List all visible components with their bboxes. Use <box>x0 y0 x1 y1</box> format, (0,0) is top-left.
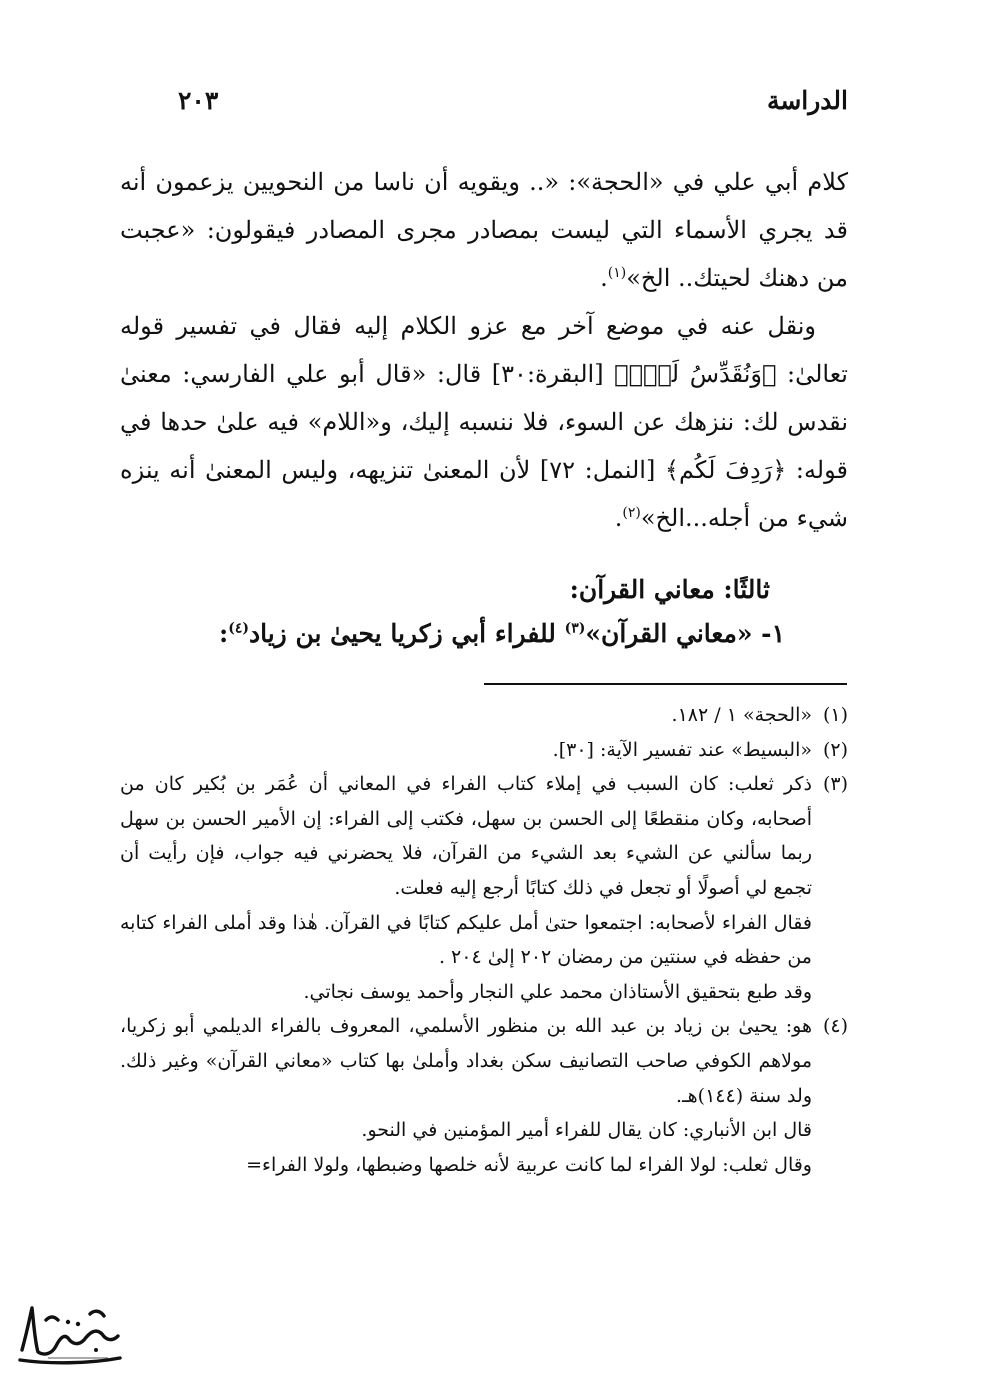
footnote-paragraph: هو: يحيىٰ بن زياد بن عبد الله بن منظور الأسلمي، المعروف بالفراء الديلمي أبو زكريا، مولاهم الكوفي صاحب التصانيف سكن بغداد وأملىٰ بها كتاب «معاني القرآن» وغير ذلك. ولد سنة (١٤٤)هـ. <box>120 1015 812 1107</box>
paragraph-1-text: كلام أبي علي في «الحجة»: «.. ويقويه أن ناسا من النحويين يزعمون أنه قد يجري الأسماء التي ليست بمصادر مجرى المصادر فيقولون: «عجبت من دهنك لحيتك.. الخ» <box>120 168 848 292</box>
page-number: ٢٠٣ <box>178 86 219 115</box>
footnote-number: (٤) <box>822 1015 848 1038</box>
footnote-paragraph: وقال ثعلب: لولا الفراء لما كانت عربية لأنه خلصها وضبطها، ولولا الفراء= <box>246 1153 812 1176</box>
footnote-2 <box>120 733 848 768</box>
section-heading: ثالثًا: معاني القرآن: <box>569 575 770 604</box>
footnote-text <box>120 1009 812 1182</box>
footnote-paragraph: «الحجة» ١ / ١٨٢. <box>671 704 812 726</box>
sub-heading-part3: : <box>218 619 229 648</box>
footnote-4 <box>120 1009 848 1182</box>
calligraphy-logo-icon <box>8 1298 128 1368</box>
sub-heading-part1: ١- «معاني القرآن» <box>585 619 785 648</box>
footnote-paragraph: «البسيط» عند تفسير الآية: [٣٠]. <box>552 738 812 761</box>
paragraph-2 <box>120 302 848 542</box>
paragraph-2-end: . <box>614 504 623 532</box>
sub-heading-part2: للفراء أبي زكريا يحيىٰ بن زياد <box>248 619 565 648</box>
paragraph-2-text: ونقل عنه في موضع آخر مع عزو الكلام إليه فقال في تفسير قوله تعالىٰ: ﴿وَنُقَدِّسُ لَكَۖ﴾ [البقرة:٣٠] قال: «قال أبو علي الفارسي: معنىٰ نقدس لك: ننزهك عن السوء، فلا ننسبه إليك، و«اللام» فيه علىٰ حدها في قوله: ﴿رَدِفَ لَكُم﴾ [النمل: ٧٢] لأن المعنىٰ تنزيهه، وليس المعنىٰ أنه ينزه شيء من أجله...الخ» <box>120 312 848 532</box>
body-text <box>120 158 848 542</box>
paragraph-1 <box>120 158 848 302</box>
footnotes <box>120 698 848 1182</box>
paragraph-1-end: . <box>600 264 608 292</box>
page-header <box>120 86 848 126</box>
footnote-paragraph: قال ابن الأنباري: كان يقال للفراء أمير المؤمنين في النحو. <box>361 1119 812 1142</box>
footnote-number: (٢) <box>822 738 848 761</box>
footnote-text <box>120 733 812 768</box>
footnote-paragraph: وقد طبع بتحقيق الأستاذان محمد علي النجار وأحمد يوسف نجاتي. <box>303 980 812 1003</box>
footnote-text <box>120 698 812 733</box>
footnote-number: (٣) <box>822 773 848 796</box>
footnote-number: (١) <box>822 704 848 726</box>
footnote-ref-3: (٣) <box>564 620 586 637</box>
footnote-ref-2: (٢) <box>622 505 641 521</box>
footnote-ref-1: (١) <box>607 265 627 281</box>
footnote-ref-4: (٤) <box>228 620 249 637</box>
footnote-text <box>120 767 812 1009</box>
footnote-1 <box>120 698 848 733</box>
footnote-paragraph: فقال الفراء لأصحابه: اجتمعوا حتىٰ أمل عليكم كتابًا في القرآن. هٰذا وقد أملى الفراء كتابه من حفظه في سنتين من رمضان ٢٠٢ إلىٰ ٢٠٤ . <box>120 911 812 969</box>
footnote-divider <box>484 683 847 685</box>
footnote-3 <box>120 767 848 1009</box>
calligraphy-logo-icon <box>8 1298 128 1368</box>
footnote-paragraph: ذكر ثعلب: كان السبب في إملاء كتاب الفراء في المعاني أن عُمَر بن بُكير كان من أصحابه، وكان منقطعًا إلى الحسن بن سهل، فكتب إلى الفراء: إن الأمير الحسن بن سهل ربما سألني عن الشيء بعد الشيء من القرآن، فلا يحضرني فيه جواب، فإن رأيت أن تجمع لي أصولًا أو تجعل في ذلك كتابًا أرجع إليه فعلت. <box>120 773 812 899</box>
sub-heading <box>120 612 785 656</box>
running-title: الدراسة <box>766 86 848 115</box>
